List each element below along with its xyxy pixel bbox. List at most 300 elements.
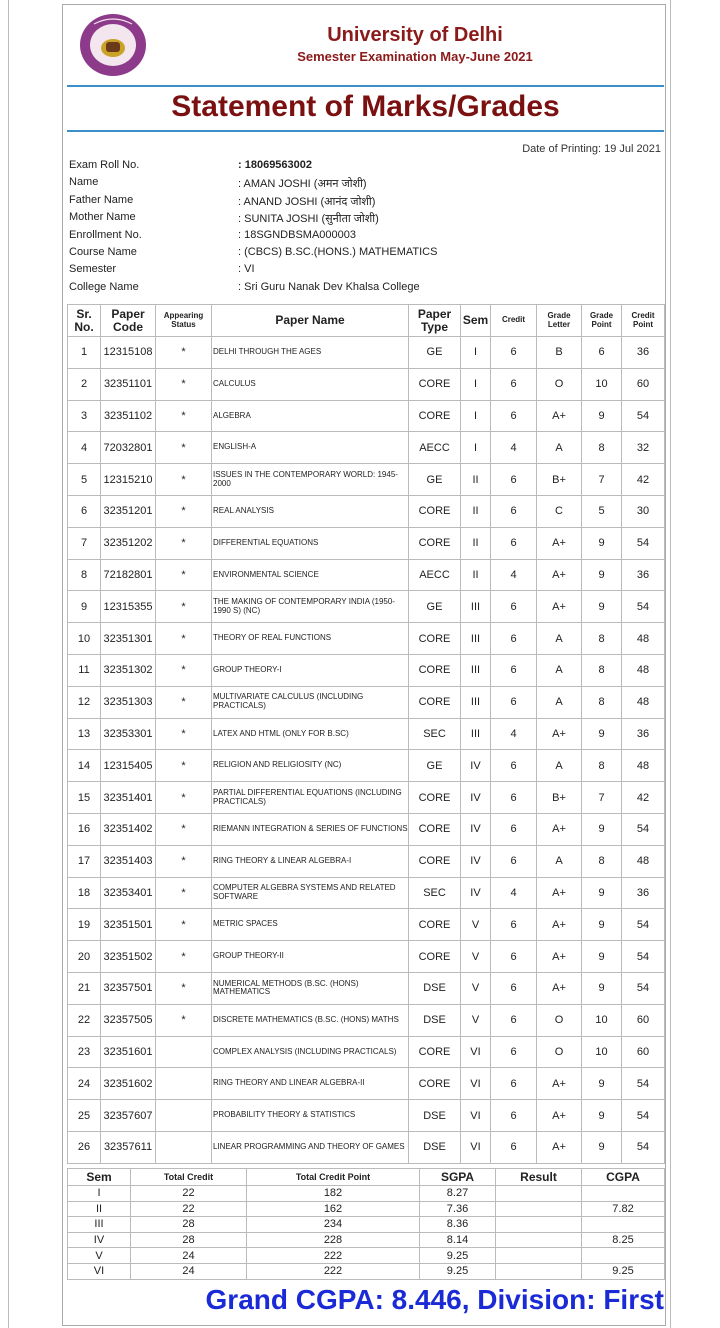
marks-cell: 6 xyxy=(491,845,537,877)
summary-cell: 28 xyxy=(131,1217,247,1233)
summary-cell: 7.82 xyxy=(582,1201,665,1217)
marks-cell: CORE xyxy=(409,1036,461,1068)
marks-cell xyxy=(156,1100,212,1132)
marks-cell: * xyxy=(156,845,212,877)
marks-cell: 8 xyxy=(582,686,622,718)
marks-cell: 4 xyxy=(68,432,101,464)
summary-cell: 9.25 xyxy=(420,1248,496,1264)
marks-cell: RELIGION AND RELIGIOSITY (NC) xyxy=(212,750,409,782)
summary-cell: III xyxy=(68,1217,131,1233)
summary-cell xyxy=(582,1217,665,1233)
marks-cell: 32351101 xyxy=(101,368,156,400)
marks-cell xyxy=(156,1068,212,1100)
marks-cell: 42 xyxy=(622,782,665,814)
marks-cell: I xyxy=(461,432,491,464)
student-field-label: Name xyxy=(69,176,99,189)
marks-cell: CORE xyxy=(409,495,461,527)
marks-cell: 6 xyxy=(491,1100,537,1132)
marks-cell: 32351501 xyxy=(101,909,156,941)
summary-cell: IV xyxy=(68,1232,131,1248)
student-field-value: : AMAN JOSHI (अमन जोशी) xyxy=(238,178,367,191)
marks-row xyxy=(68,718,665,750)
marks-cell: 6 xyxy=(491,1004,537,1036)
marks-cell: V xyxy=(461,941,491,973)
student-field-label: Course Name xyxy=(69,245,137,258)
marks-cell: IV xyxy=(461,845,491,877)
marks-cell: DIFFERENTIAL EQUATIONS xyxy=(212,527,409,559)
summary-cell xyxy=(496,1232,582,1248)
summary-cell: 28 xyxy=(131,1232,247,1248)
marks-cell: C xyxy=(537,495,582,527)
marks-cell: 6 xyxy=(491,972,537,1004)
student-field-value: : 18069563002 xyxy=(238,159,313,171)
marks-column-header: Paper Code xyxy=(101,305,156,337)
marks-cell: 4 xyxy=(491,432,537,464)
summary-cell: 22 xyxy=(131,1201,247,1217)
marks-cell: 6 xyxy=(582,337,622,369)
summary-cell: 162 xyxy=(247,1201,420,1217)
marks-cell: 15 xyxy=(68,782,101,814)
marks-cell: III xyxy=(461,686,491,718)
summary-cell: V xyxy=(68,1248,131,1264)
marks-cell: III xyxy=(461,654,491,686)
marks-row xyxy=(68,941,665,973)
semester-summary-table xyxy=(67,1168,665,1280)
summary-cell: 182 xyxy=(247,1186,420,1202)
marks-cell: 32351402 xyxy=(101,813,156,845)
marks-cell: 9 xyxy=(582,972,622,1004)
statement-title: Statement of Marks/Grades xyxy=(171,90,560,123)
marks-cell: V xyxy=(461,972,491,1004)
marks-cell: B+ xyxy=(537,782,582,814)
marks-cell: AECC xyxy=(409,432,461,464)
marks-cell: LINEAR PROGRAMMING AND THEORY OF GAMES xyxy=(212,1131,409,1163)
marks-cell: CORE xyxy=(409,1068,461,1100)
marks-cell: 9 xyxy=(582,813,622,845)
university-seal-icon xyxy=(78,12,148,78)
marks-cell: CORE xyxy=(409,654,461,686)
summary-column-header: CGPA xyxy=(582,1169,665,1186)
marks-cell: METRIC SPACES xyxy=(212,909,409,941)
marks-cell: 6 xyxy=(491,368,537,400)
marks-row xyxy=(68,909,665,941)
marks-cell: 1 xyxy=(68,337,101,369)
marks-column-header: Credit Point xyxy=(622,305,665,337)
marks-cell: 48 xyxy=(622,686,665,718)
exam-session: Semester Examination May-June 2021 xyxy=(297,49,533,64)
student-field-label: College Name xyxy=(69,280,139,293)
marks-cell: 2 xyxy=(68,368,101,400)
summary-cell xyxy=(496,1201,582,1217)
marks-cell: 6 xyxy=(491,527,537,559)
summary-cell: I xyxy=(68,1186,131,1202)
marks-row xyxy=(68,337,665,369)
marks-cell: * xyxy=(156,559,212,591)
marks-cell: 32351601 xyxy=(101,1036,156,1068)
marks-cell: A+ xyxy=(537,1100,582,1132)
marks-cell: 54 xyxy=(622,1100,665,1132)
marks-cell: 32351301 xyxy=(101,623,156,655)
marks-cell: O xyxy=(537,1004,582,1036)
summary-column-header: SGPA xyxy=(420,1169,496,1186)
marks-cell: 6 xyxy=(491,623,537,655)
marks-row xyxy=(68,368,665,400)
marks-cell: A xyxy=(537,623,582,655)
marks-cell: VI xyxy=(461,1131,491,1163)
marks-cell: * xyxy=(156,368,212,400)
marks-cell: IV xyxy=(461,782,491,814)
marks-cell: A+ xyxy=(537,400,582,432)
marks-row xyxy=(68,623,665,655)
marks-cell: A+ xyxy=(537,591,582,623)
marks-row xyxy=(68,432,665,464)
marks-cell: 36 xyxy=(622,559,665,591)
marks-cell: 9 xyxy=(582,909,622,941)
marks-cell: * xyxy=(156,782,212,814)
summary-row xyxy=(68,1217,665,1233)
summary-cell: 9.25 xyxy=(420,1263,496,1279)
marks-cell: A+ xyxy=(537,941,582,973)
marks-cell: 6 xyxy=(491,813,537,845)
marks-cell: 6 xyxy=(491,464,537,496)
marks-cell: 32351602 xyxy=(101,1068,156,1100)
marks-row xyxy=(68,654,665,686)
marks-cell: REAL ANALYSIS xyxy=(212,495,409,527)
marks-cell: 48 xyxy=(622,845,665,877)
marks-cell: THEORY OF REAL FUNCTIONS xyxy=(212,623,409,655)
student-field-value: : Sri Guru Nanak Dev Khalsa College xyxy=(238,280,420,293)
marks-cell: 32351303 xyxy=(101,686,156,718)
marks-cell: 32357505 xyxy=(101,1004,156,1036)
marks-cell: 10 xyxy=(582,1036,622,1068)
marks-cell: 17 xyxy=(68,845,101,877)
summary-column-header: Total Credit Point xyxy=(247,1169,420,1186)
summary-cell xyxy=(496,1263,582,1279)
marks-cell: DSE xyxy=(409,1100,461,1132)
marks-cell: 6 xyxy=(68,495,101,527)
marks-row xyxy=(68,972,665,1004)
marks-cell: 25 xyxy=(68,1100,101,1132)
marks-cell: 10 xyxy=(582,368,622,400)
marks-cell: 32 xyxy=(622,432,665,464)
summary-cell: 22 xyxy=(131,1186,247,1202)
marks-cell: 8 xyxy=(582,750,622,782)
marks-cell: LATEX AND HTML (ONLY FOR B.SC) xyxy=(212,718,409,750)
marks-cell: 54 xyxy=(622,1131,665,1163)
marks-row xyxy=(68,1068,665,1100)
marks-cell: GE xyxy=(409,464,461,496)
marks-cell: 36 xyxy=(622,718,665,750)
top-divider xyxy=(67,85,664,87)
marks-cell: 12315108 xyxy=(101,337,156,369)
marks-cell: GE xyxy=(409,591,461,623)
marks-cell: 32357611 xyxy=(101,1131,156,1163)
marks-cell: * xyxy=(156,909,212,941)
marks-cell: * xyxy=(156,941,212,973)
marks-column-header: Sr. No. xyxy=(68,305,101,337)
marks-cell: 36 xyxy=(622,337,665,369)
marks-cell: 32351302 xyxy=(101,654,156,686)
student-field-value: : VI xyxy=(238,263,255,276)
marks-cell: 54 xyxy=(622,1068,665,1100)
marks-cell: I xyxy=(461,368,491,400)
marks-cell: AECC xyxy=(409,559,461,591)
marks-cell: 9 xyxy=(582,527,622,559)
summary-row xyxy=(68,1201,665,1217)
marks-cell: I xyxy=(461,337,491,369)
marks-cell: 5 xyxy=(582,495,622,527)
marks-cell: * xyxy=(156,432,212,464)
marks-cell: 42 xyxy=(622,464,665,496)
marks-cell: COMPLEX ANALYSIS (INCLUDING PRACTICALS) xyxy=(212,1036,409,1068)
marks-cell: 48 xyxy=(622,623,665,655)
marks-cell: 9 xyxy=(582,591,622,623)
marks-column-header: Credit xyxy=(491,305,537,337)
marks-cell: A+ xyxy=(537,813,582,845)
marks-cell: MULTIVARIATE CALCULUS (INCLUDING PRACTICALS) xyxy=(212,686,409,718)
summary-cell: 24 xyxy=(131,1248,247,1264)
marks-cell: 32357607 xyxy=(101,1100,156,1132)
marks-cell: 22 xyxy=(68,1004,101,1036)
marks-cell: O xyxy=(537,368,582,400)
summary-cell: VI xyxy=(68,1263,131,1279)
marks-cell: 4 xyxy=(491,718,537,750)
marks-cell: GE xyxy=(409,750,461,782)
summary-cell: 8.25 xyxy=(582,1232,665,1248)
summary-column-header: Result xyxy=(496,1169,582,1186)
marks-cell: O xyxy=(537,1036,582,1068)
marks-cell: II xyxy=(461,559,491,591)
student-field-value: : ANAND JOSHI (आनंद जोशी) xyxy=(238,195,376,208)
marks-cell: 11 xyxy=(68,654,101,686)
marks-cell: GROUP THEORY-II xyxy=(212,941,409,973)
marks-cell: 54 xyxy=(622,909,665,941)
marks-cell: A+ xyxy=(537,909,582,941)
summary-row xyxy=(68,1263,665,1279)
student-field-label: Enrollment No. xyxy=(69,228,142,241)
marks-cell: DSE xyxy=(409,972,461,1004)
marks-cell: 7 xyxy=(582,782,622,814)
marks-cell: CORE xyxy=(409,400,461,432)
summary-cell: 7.36 xyxy=(420,1201,496,1217)
title-divider xyxy=(67,130,664,132)
marks-column-header: Appearing Status xyxy=(156,305,212,337)
marks-cell: ENVIRONMENTAL SCIENCE xyxy=(212,559,409,591)
marks-cell: * xyxy=(156,400,212,432)
summary-cell xyxy=(496,1217,582,1233)
marks-row xyxy=(68,495,665,527)
marks-cell: 23 xyxy=(68,1036,101,1068)
marks-row xyxy=(68,1131,665,1163)
marks-cell: 6 xyxy=(491,909,537,941)
date-of-printing: Date of Printing: 19 Jul 2021 xyxy=(522,143,661,155)
marks-column-header: Sem xyxy=(461,305,491,337)
marks-cell: 9 xyxy=(582,559,622,591)
marks-cell: * xyxy=(156,623,212,655)
marks-cell: CORE xyxy=(409,813,461,845)
marks-cell: 26 xyxy=(68,1131,101,1163)
marks-cell: A+ xyxy=(537,1131,582,1163)
marks-cell: I xyxy=(461,400,491,432)
marks-cell: 6 xyxy=(491,686,537,718)
marks-cell: II xyxy=(461,527,491,559)
marks-cell: 60 xyxy=(622,368,665,400)
marks-cell: A+ xyxy=(537,877,582,909)
marks-cell: CORE xyxy=(409,909,461,941)
student-field-label: Mother Name xyxy=(69,211,136,224)
summary-column-header: Sem xyxy=(68,1169,131,1186)
marks-cell: 54 xyxy=(622,400,665,432)
marks-cell: B+ xyxy=(537,464,582,496)
marks-cell: NUMERICAL METHODS (B.SC. (HONS) MATHEMATICS xyxy=(212,972,409,1004)
marks-cell: * xyxy=(156,527,212,559)
marks-row xyxy=(68,464,665,496)
marks-cell: * xyxy=(156,718,212,750)
marks-header-row xyxy=(68,305,665,337)
student-field-label: Exam Roll No. xyxy=(69,159,140,171)
summary-cell xyxy=(496,1248,582,1264)
marks-column-header: Grade Point xyxy=(582,305,622,337)
marks-cell: GE xyxy=(409,337,461,369)
marks-cell: CORE xyxy=(409,527,461,559)
marks-cell: 8 xyxy=(582,654,622,686)
marks-cell: A xyxy=(537,432,582,464)
marks-cell: 54 xyxy=(622,591,665,623)
marks-cell: III xyxy=(461,623,491,655)
marks-cell: 60 xyxy=(622,1004,665,1036)
marks-cell: 21 xyxy=(68,972,101,1004)
student-field-label: Semester xyxy=(69,263,117,276)
marks-cell: 6 xyxy=(491,1068,537,1100)
marks-cell: 48 xyxy=(622,750,665,782)
marks-cell: RING THEORY AND LINEAR ALGEBRA-II xyxy=(212,1068,409,1100)
marks-cell: 54 xyxy=(622,813,665,845)
summary-cell: 234 xyxy=(247,1217,420,1233)
summary-row xyxy=(68,1232,665,1248)
marks-cell: * xyxy=(156,877,212,909)
summary-cell xyxy=(496,1186,582,1202)
marks-cell: 12315210 xyxy=(101,464,156,496)
marks-cell: 6 xyxy=(491,782,537,814)
marks-cell: 6 xyxy=(491,591,537,623)
marks-cell: CORE xyxy=(409,941,461,973)
marks-cell: 6 xyxy=(491,400,537,432)
summary-cell: 9.25 xyxy=(582,1263,665,1279)
marks-cell: DISCRETE MATHEMATICS (B.SC. (HONS) MATHS xyxy=(212,1004,409,1036)
marks-cell: 6 xyxy=(491,750,537,782)
summary-cell xyxy=(582,1248,665,1264)
marks-cell: CALCULUS xyxy=(212,368,409,400)
marks-cell: 8 xyxy=(582,623,622,655)
marks-cell: 48 xyxy=(622,654,665,686)
marks-cell: 20 xyxy=(68,941,101,973)
marks-row xyxy=(68,527,665,559)
marks-row xyxy=(68,750,665,782)
page-edge-left xyxy=(0,0,9,1328)
marks-cell: CORE xyxy=(409,782,461,814)
marks-cell: 32353401 xyxy=(101,877,156,909)
marks-cell: * xyxy=(156,337,212,369)
marks-cell: 9 xyxy=(582,718,622,750)
marks-cell: 32351502 xyxy=(101,941,156,973)
marks-row xyxy=(68,591,665,623)
marks-cell: VI xyxy=(461,1068,491,1100)
marks-cell: ENGLISH-A xyxy=(212,432,409,464)
marks-cell: 16 xyxy=(68,813,101,845)
marks-cell: 19 xyxy=(68,909,101,941)
marks-row xyxy=(68,782,665,814)
marks-cell: 6 xyxy=(491,337,537,369)
marks-cell: 6 xyxy=(491,1036,537,1068)
marks-cell: 9 xyxy=(582,1068,622,1100)
marks-cell: DSE xyxy=(409,1131,461,1163)
marks-cell: 9 xyxy=(68,591,101,623)
marks-cell: 8 xyxy=(582,845,622,877)
marks-cell: * xyxy=(156,686,212,718)
marks-cell: A xyxy=(537,750,582,782)
student-field-label: Father Name xyxy=(69,193,134,206)
marks-cell: III xyxy=(461,591,491,623)
marks-cell: 32351102 xyxy=(101,400,156,432)
marks-cell: VI xyxy=(461,1100,491,1132)
grand-cgpa: Grand CGPA: 8.446, Division: First xyxy=(205,1284,664,1315)
marks-cell: IV xyxy=(461,877,491,909)
marks-column-header: Grade Letter xyxy=(537,305,582,337)
marks-cell: 32351201 xyxy=(101,495,156,527)
marks-cell: 12315405 xyxy=(101,750,156,782)
marks-cell: A xyxy=(537,686,582,718)
marks-row xyxy=(68,686,665,718)
marks-row xyxy=(68,845,665,877)
marks-cell xyxy=(156,1036,212,1068)
marks-row xyxy=(68,1036,665,1068)
marks-cell: DSE xyxy=(409,1004,461,1036)
summary-cell: 8.27 xyxy=(420,1186,496,1202)
marks-cell: CORE xyxy=(409,686,461,718)
marks-cell: 54 xyxy=(622,527,665,559)
marks-cell: V xyxy=(461,909,491,941)
marks-cell: 36 xyxy=(622,877,665,909)
marks-cell: 4 xyxy=(491,559,537,591)
marks-cell: 6 xyxy=(491,654,537,686)
marks-cell: 7 xyxy=(68,527,101,559)
summary-cell: II xyxy=(68,1201,131,1217)
marks-cell: A xyxy=(537,654,582,686)
summary-cell: 8.36 xyxy=(420,1217,496,1233)
marks-cell: 72182801 xyxy=(101,559,156,591)
marks-row xyxy=(68,1100,665,1132)
marks-cell: 9 xyxy=(582,1100,622,1132)
marks-row xyxy=(68,400,665,432)
marks-cell: IV xyxy=(461,750,491,782)
marks-cell: 14 xyxy=(68,750,101,782)
marks-cell: SEC xyxy=(409,877,461,909)
marks-cell: ALGEBRA xyxy=(212,400,409,432)
marks-cell: RIEMANN INTEGRATION & SERIES OF FUNCTIONS xyxy=(212,813,409,845)
marks-cell: * xyxy=(156,813,212,845)
marks-cell: VI xyxy=(461,1036,491,1068)
marks-cell: 72032801 xyxy=(101,432,156,464)
marks-cell: 10 xyxy=(68,623,101,655)
student-field-value: : (CBCS) B.SC.(HONS.) MATHEMATICS xyxy=(238,245,438,258)
marks-cell: 9 xyxy=(582,877,622,909)
marks-cell: THE MAKING OF CONTEMPORARY INDIA (1950-1990 S) (NC) xyxy=(212,591,409,623)
marks-cell: II xyxy=(461,495,491,527)
summary-cell xyxy=(582,1186,665,1202)
marks-cell: 32353301 xyxy=(101,718,156,750)
marks-cell: 6 xyxy=(491,495,537,527)
summary-header-row xyxy=(68,1169,665,1186)
